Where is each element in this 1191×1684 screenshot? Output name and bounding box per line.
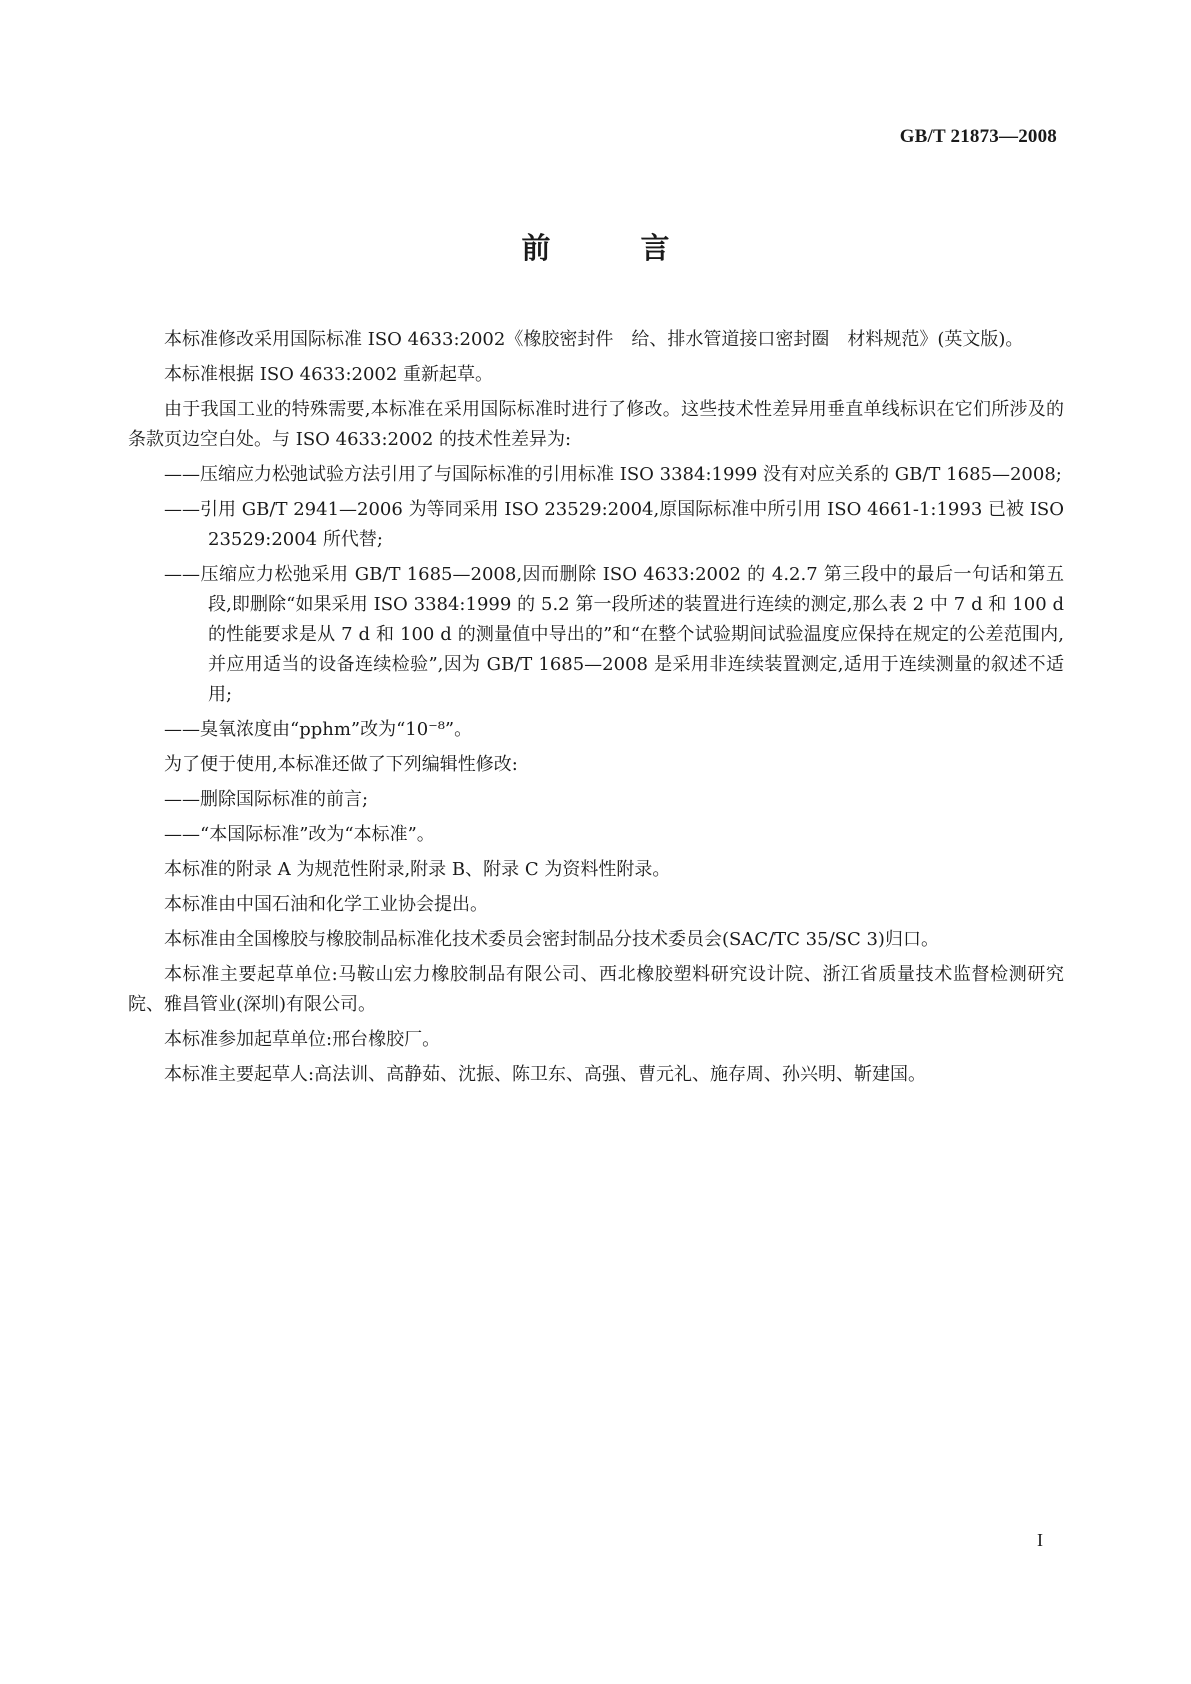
- list-item: ——臭氧浓度由“pphm”改为“10⁻⁸”。: [164, 719, 473, 740]
- paragraph: 本标准主要起草单位:马鞍山宏力橡胶制品有限公司、西北橡胶塑料研究设计院、浙江省质量技术监督检测研究院、雅昌管业(深圳)有限公司。: [128, 964, 1064, 1015]
- list-item: ——删除国际标准的前言;: [164, 789, 369, 810]
- paragraph: 本标准修改采用国际标准 ISO 4633:2002《橡胶密封件 给、排水管道接口密封圈 材料规范》(英文版)。: [164, 329, 1024, 350]
- paragraph: 本标准根据 ISO 4633:2002 重新起草。: [164, 364, 494, 385]
- paragraph: 由于我国工业的特殊需要,本标准在采用国际标准时进行了修改。这些技术性差异用垂直单线标识在它们所涉及的条款页边空白处。与 ISO 4633:2002 的技术性差异为:: [128, 399, 1064, 450]
- paragraph: 为了便于使用,本标准还做了下列编辑性修改:: [164, 754, 518, 775]
- list-item: ——压缩应力松弛采用 GB/T 1685—2008,因而删除 ISO 4633:2002 的 4.2.7 第三段中的最后一句话和第五段,即删除“如果采用 ISO 3384:1999 的 5.2 第一段所述的装置进行连续的测定,那么表 2 中 7 d 和 100 d 的性能要求是从 7 d 和 100 d 的测量值中导出的”和“在整个试验期间试验温度应保持在规定的公差范围内,并应用适当的设备连续检验”,因为 GB/T 1685—2008 是采用非连续装置测定,适用于连续测量的叙述不适用;: [164, 564, 1064, 705]
- list-item: ——“本国际标准”改为“本标准”。: [164, 824, 435, 845]
- standard-number: GB/T 21873—2008: [899, 126, 1057, 147]
- list-item: ——压缩应力松弛试验方法引用了与国际标准的引用标准 ISO 3384:1999 没有对应关系的 GB/T 1685—2008;: [164, 464, 1062, 485]
- paragraph: 本标准参加起草单位:邢台橡胶厂。: [164, 1029, 441, 1050]
- page-number: I: [1037, 1530, 1043, 1550]
- paragraph: 本标准的附录 A 为规范性附录,附录 B、附录 C 为资料性附录。: [164, 859, 671, 880]
- page-title: 前 言: [521, 231, 710, 265]
- paragraph: 本标准由全国橡胶与橡胶制品标准化技术委员会密封制品分技术委员会(SAC/TC 35/SC 3)归口。: [164, 929, 939, 950]
- paragraph: 本标准主要起草人:高法训、高静茹、沈振、陈卫东、高强、曹元礼、施存周、孙兴明、靳建国。: [164, 1064, 927, 1085]
- paragraph: 本标准由中国石油和化学工业协会提出。: [164, 894, 488, 915]
- foreword-body: [128, 325, 1064, 1095]
- list-item: ——引用 GB/T 2941—2006 为等同采用 ISO 23529:2004,原国际标准中所引用 ISO 4661-1:1993 已被 ISO 23529:2004 所代替;: [164, 499, 1065, 550]
